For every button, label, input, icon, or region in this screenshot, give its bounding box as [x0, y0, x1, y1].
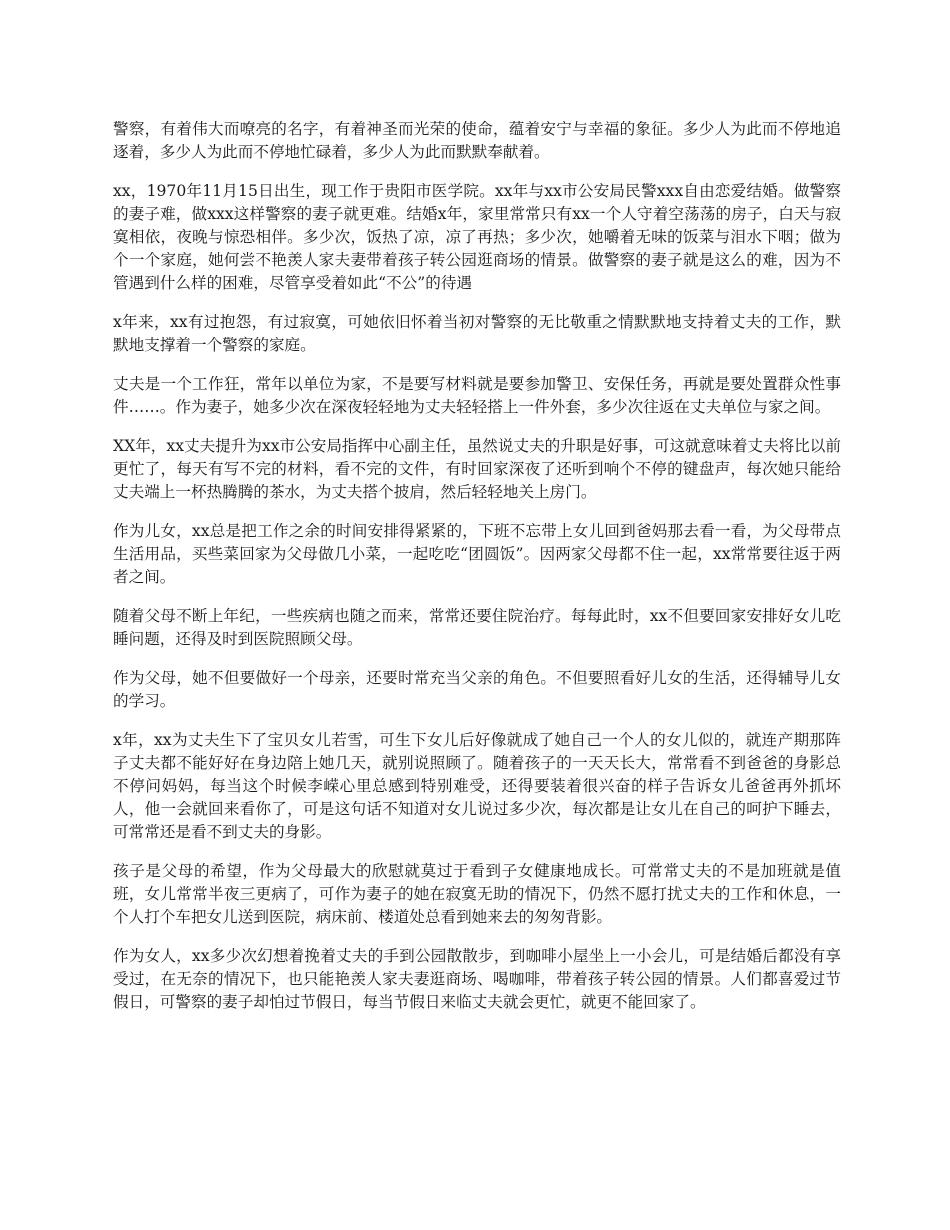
- paragraph-as-parent: 作为父母，她不但要做好一个母亲，还要时常充当父亲的角色。不但要照看好儿女的生活，还得辅导儿女的学习。: [113, 669, 841, 710]
- paragraph-support: x年来，xx有过抱怨，有过寂寞，可她依旧怀着当初对警察的无比敬重之情默默地支持着丈夫的工作，默默地支撑着一个警察的家庭。: [113, 313, 841, 354]
- paragraph-intro: 警察，有着伟大而嘹亮的名字，有着神圣而光荣的使命，蕴着安宁与幸福的象征。多少人为此而不停地追逐着，多少人为此而不停地忙碌着，多少人为此而默默奉献着。: [113, 120, 841, 161]
- paragraph-children-hope: 孩子是父母的希望，作为父母最大的欣慰就莫过于看到子女健康地成长。可常常丈夫的不是加班就是值班，女儿常常半夜三更病了，可作为妻子的她在寂寞无助的情况下，仍然不愿打扰丈夫的工作和休息，一个人打个车把女儿送到医院，病床前、楼道处总看到她来去的匆匆背影。: [113, 862, 841, 926]
- paragraph-as-children: 作为儿女，xx总是把工作之余的时间安排得紧紧的，下班不忘带上女儿回到爸妈那去看一看，为父母带点生活用品，买些菜回家为父母做几小菜，一起吃吃“团圆饭”。因两家父母都不住一起，xx常常要往返于两者之间。: [113, 522, 841, 586]
- paragraph-biography: xx，1970年11月15日出生，现工作于贵阳市医学院。xx年与xx市公安局民警xxx自由恋爱结婚。做警察的妻子难，做xxx这样警察的妻子就更难。结婚x年，家里常常只有xx一个人守着空荡荡的房子，白天与寂寞相依，夜晚与惊恐相伴。多少次，饭热了凉，凉了再热；多少次，她嚼着无味的饭菜与泪水下咽；做为个一个家庭，她何尝不艳羡人家夫妻带着孩子转公园逛商场的情景。做警察的妻子就是这么的难，因为不管遇到什么样的困难，尽管享受着如此“不公”的待遇: [113, 182, 841, 292]
- paragraph-husband-work: 丈夫是一个工作狂，常年以单位为家，不是要写材料就是要参加警卫、安保任务，再就是要处置群众性事件……。作为妻子，她多少次在深夜轻轻地为丈夫轻轻搭上一件外套，多少次往返在丈夫单位与家之间。: [113, 375, 841, 416]
- paragraph-parents-health: 随着父母不断上年纪，一些疾病也随之而来，常常还要住院治疗。每每此时，xx不但要回家安排好女儿吃睡问题，还得及时到医院照顾父母。: [113, 607, 841, 648]
- paragraph-daughter: x年，xx为丈夫生下了宝贝女儿若雪，可生下女儿后好像就成了她自己一个人的女儿似的，就连产期那阵子丈夫都不能好好在身边陪上她几天，就别说照顾了。随着孩子的一天天长大，常常看不到爸爸的身影总不停问妈妈，每当这个时候李嵘心里总感到特别难受，还得要装着很兴奋的样子告诉女儿爸爸再外抓坏人，他一会就回来看你了，可是这句话不知道对女儿说过多少次，每次都是让女儿在自己的呵护下睡去，可常常还是看不到丈夫的身影。: [113, 731, 841, 841]
- paragraph-as-woman: 作为女人，xx多少次幻想着挽着丈夫的手到公园散散步，到咖啡小屋坐上一小会儿，可是结婚后都没有享受过，在无奈的情况下，也只能艳羡人家夫妻逛商场、喝咖啡，带着孩子转公园的情景。人们都喜爱过节假日，可警察的妻子却怕过节假日，每当节假日来临丈夫就会更忙，就更不能回家了。: [113, 947, 841, 1011]
- document-page: [113, 118, 841, 1030]
- paragraph-promotion: XX年，xx丈夫提升为xx市公安局指挥中心副主任，虽然说丈夫的升职是好事，可这就意味着丈夫将比以前更忙了，每天有写不完的材料，看不完的文件，有时回家深夜了还听到响个不停的键盘声，每次她只能给丈夫端上一杯热腾腾的茶水，为丈夫搭个披肩，然后轻轻地关上房门。: [113, 437, 841, 501]
